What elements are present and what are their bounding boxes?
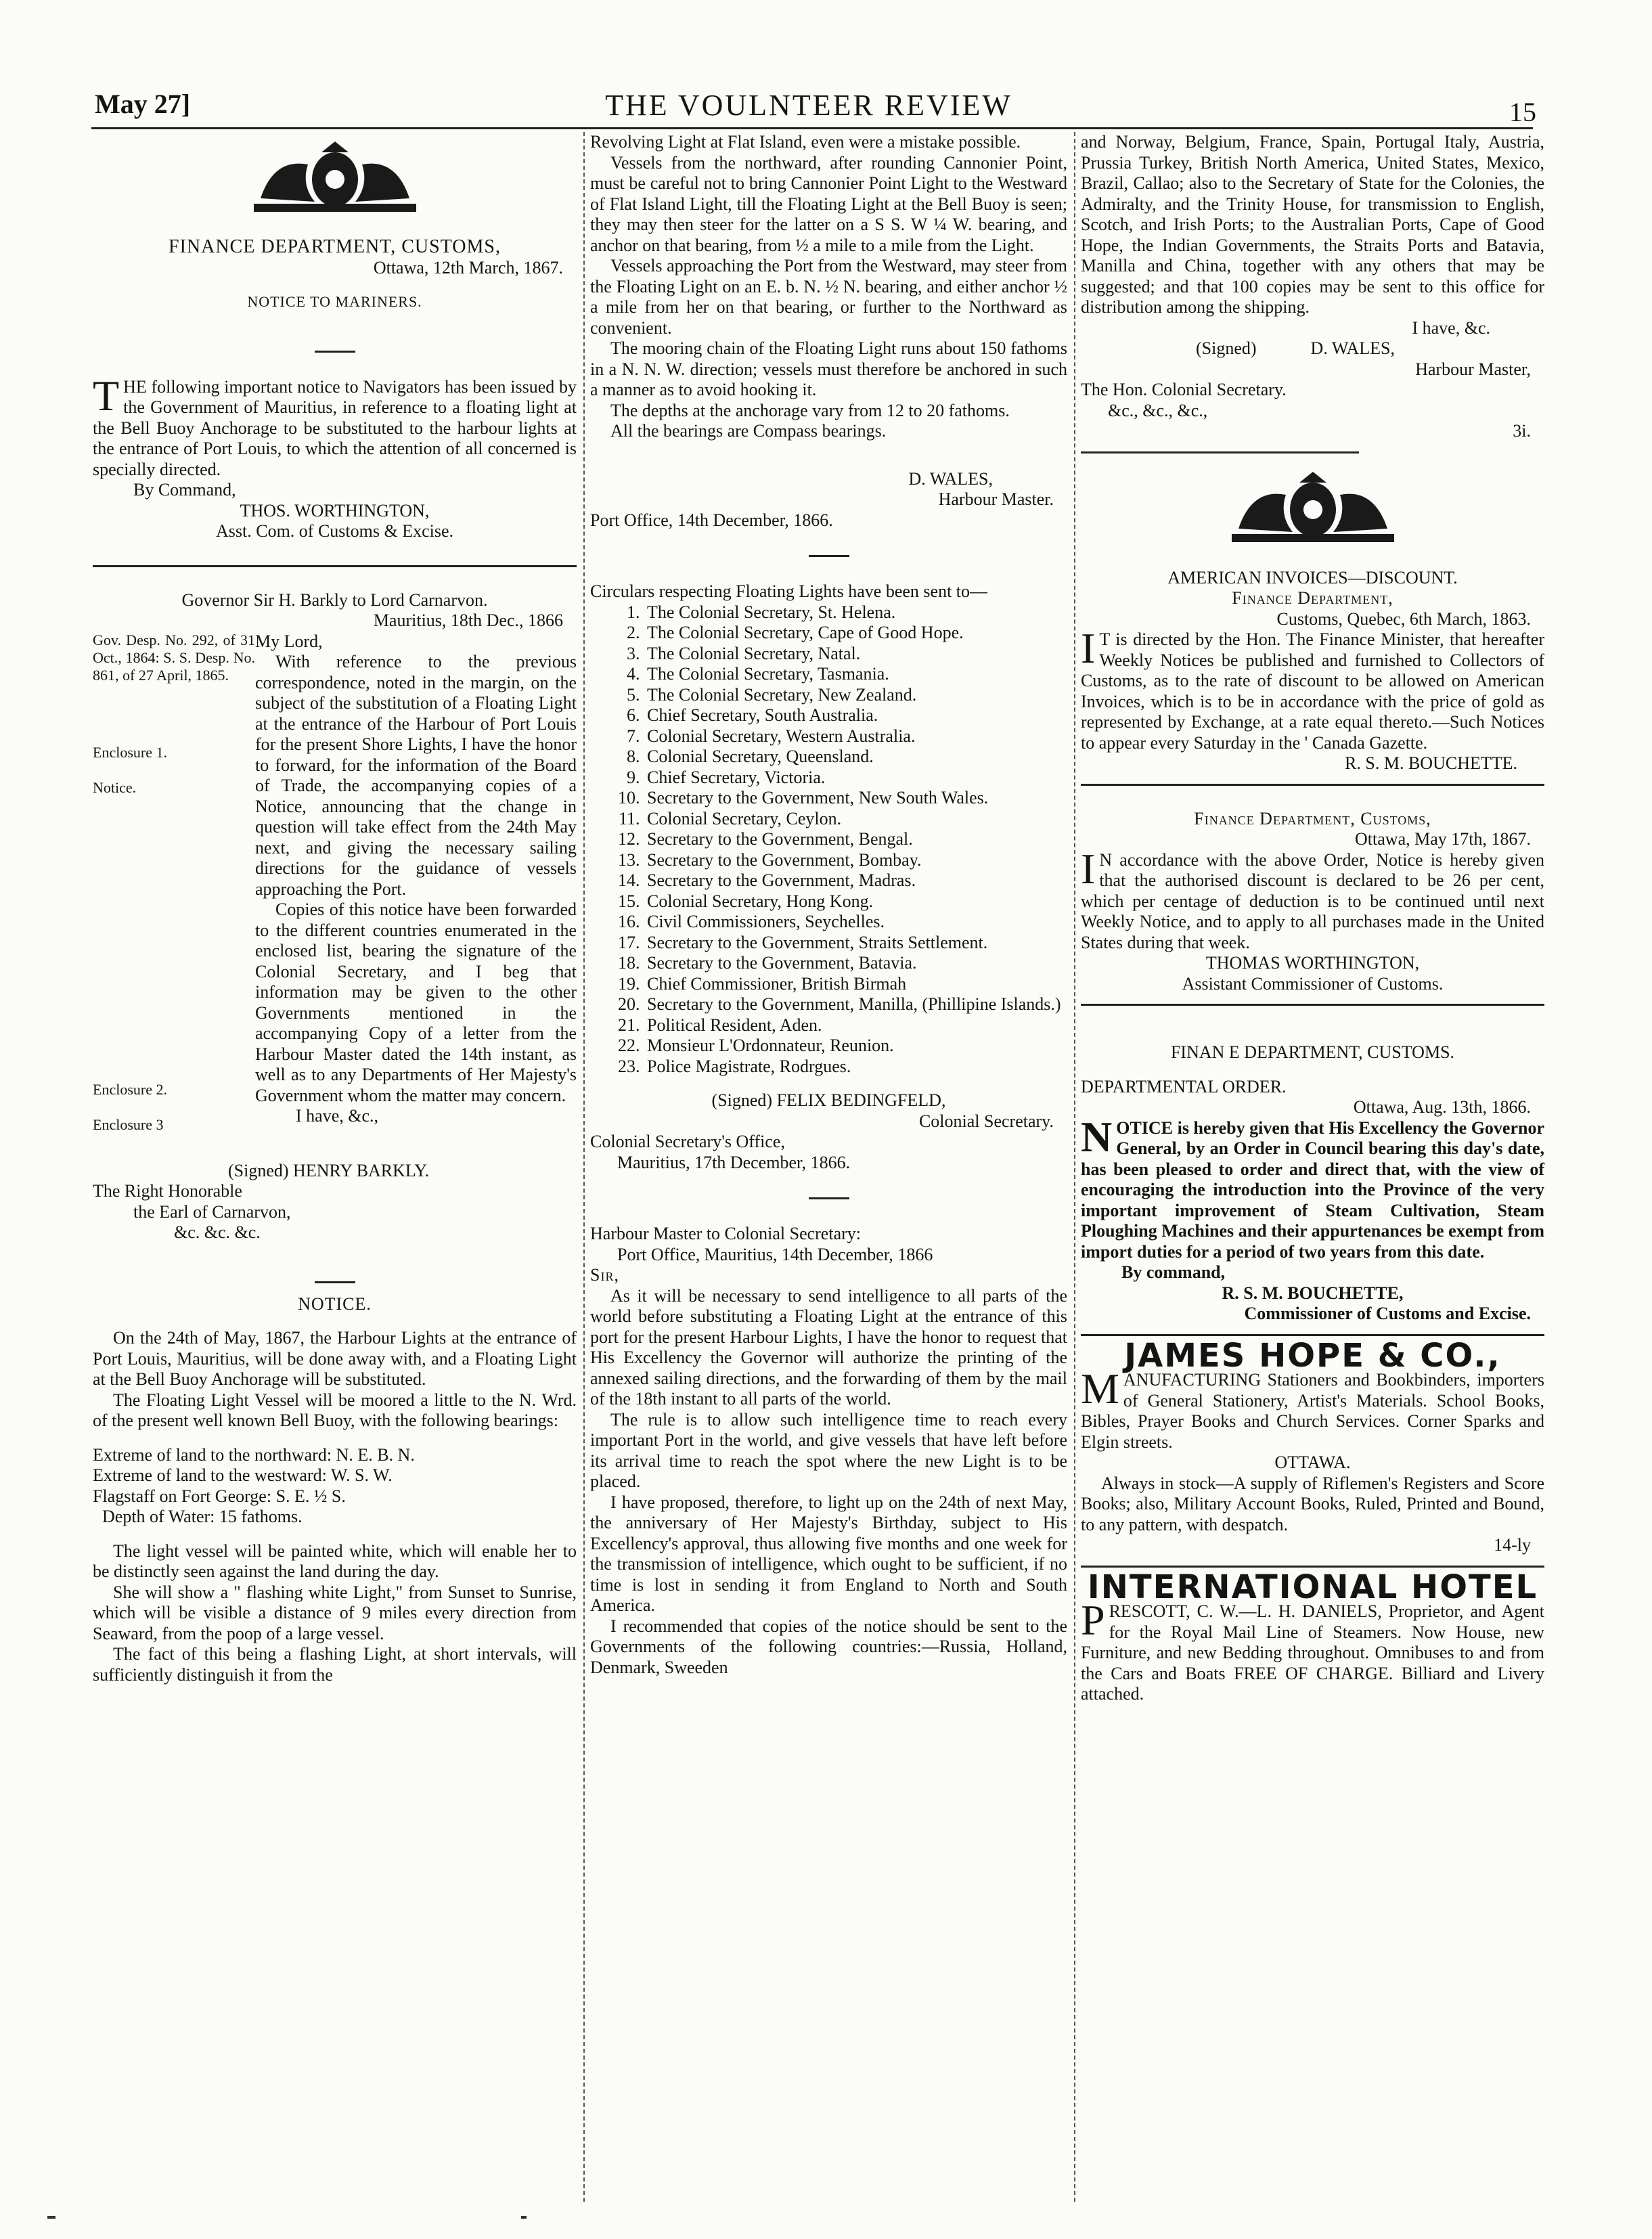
bearing-line: Flagstaff on Fort George: S. E. ½ S. [93,1486,346,1506]
section-rule [1081,1334,1544,1336]
signer-title: Asst. Com. of Customs & Excise. [215,521,453,541]
fd-signer-title: Assistant Commissioner of Customs. [1182,973,1444,994]
notice-heading: NOTICE. [298,1293,372,1314]
circular-intro: Circulars respecting Floating Lights have been sent to— [590,581,988,601]
by-command: By Command, [133,480,236,500]
letter-paragraph: Copies of this notice have been forwarded to the different countries enumerated in the enclosed list, bearing the signature of the Colonial Secretary, and I beg that information may be given to the other Governments mentioned in the accompanying Copy of a letter from the Harbour Master dated the 14th instant, as well as to any Departments of Her Majesty's Government whom the matter may concern. [255,900,577,1105]
notice-paragraph: The light vessel will be painted white, which will enable her to be distinctly seen against the land during the day. [93,1540,577,1581]
list-item: 6. Chief Secretary, South Australia. [644,705,1067,726]
margin-refs [93,631,255,1134]
signed-barkly: (Signed) HENRY BARKLY. [228,1160,430,1180]
addressee: The Right Honorable [93,1181,242,1201]
paragraph: As it will be necessary to send intelligence to all parts of the world before substituting a Floating Light at the entrance of this port for the present Harbour Lights, I have the honor to request that His Excellency the Governor will authorize the printing of the annexed sailing directions, and the forwarding of them by the mail of the 18th instant to all parts of the world. [590,1285,1067,1409]
fd-text: IN accordance with the above Order, Notice is hereby given that the authorised discount is declared to be 26 per cent, which per centage of deduction is to be continued until next Weekly Notice, and to apply to all purchases made in the United States during that week. [1081,844,1544,952]
list-item: 13. Secretary to the Government, Bombay. [644,850,1067,871]
column-3 [1081,132,1544,2202]
am-text: IT is directed by the Hon. The Finance Minister, that hereafter Weekly Notices be published and furnished to Collectors of Customs, as to the rate of discount to be allowed on American Invoices, which is to be in accordance with the price of gold as represented by Exchange, at a rate equal thereto.—Such Notices to appear every Saturday in the ' Canada Gazette. [1081,624,1544,753]
letter-block [93,631,577,1134]
divider [809,1197,849,1199]
list-item: 11. Colonial Secretary, Ceylon. [644,809,1067,830]
signer: D. WALES, [1310,338,1396,358]
hm-heading: Harbour Master to Colonial Secretary: [590,1224,861,1243]
am-date: Customs, Quebec, 6th March, 1863. [1276,608,1531,629]
section-rule [1081,451,1359,453]
addressee: The Hon. Colonial Secretary. [1081,380,1287,399]
notice-text: THE following important notice to Navigators has been issued by the Government of Mauritius, in reference to a floating light at the Bell Buoy Anchorage to be substituted to the harbour lights at the entrance of Port Louis, to which the attention of all concerned is specially directed. [93,371,577,479]
notice-paragraph: The fact of this being a flashing Light, at short intervals, will sufficiently distinguish it from the [93,1644,577,1685]
ad-ref: 14-ly [1494,1535,1531,1555]
addressee: &c. &c. &c. [174,1222,261,1242]
paragraph: The rule is to allow such intelligence time to reach every important Port in the world, and give vessels that have left before its arrival time to reach the spot where the new Light is to be placed. [590,1409,1067,1491]
signer-title: Harbour Master. [938,489,1054,509]
signed-label: (Signed) [1196,338,1257,358]
continued-text: Revolving Light at Flat Island, even were a mistake possible. [590,132,1021,152]
list-item: 15. Colonial Secretary, Hong Kong. [644,891,1067,912]
list-item: 7. Colonial Secretary, Western Australia. [644,726,1067,747]
margin-ref-text: Gov. Desp. No. 292, of 31 Oct., 1864: S. S. Desp. No. 861, of 27 April, 1865. [93,631,255,684]
finance-title: FINANCE DEPARTMENT, CUSTOMS, [169,236,501,257]
page-number: 15 [1509,97,1536,127]
gov-date: Mauritius, 18th Dec., 1866 [373,611,563,630]
section-rule [93,565,577,567]
list-item: 17. Secretary to the Government, Straits Settlement. [644,933,1067,954]
list-item: 2. The Colonial Secretary, Cape of Good Hope. [644,623,1067,644]
notice-paragraph: She will show a " flashing white Light," from Sunset to Sunrise, which will be visible a distance of 9 miles every direction from Seaward, from the poop of a large vessel. [93,1582,577,1643]
addressee: &c., &c., &c., [1108,400,1208,420]
paragraph: I recommended that copies of the notice should be sent to the Governments of the following countries:—Russia, Holland, Denmark, Sweeden [590,1616,1067,1677]
fd2-signer-title: Commissioner of Customs and Excise. [1244,1304,1531,1323]
notice-paragraph: The Floating Light Vessel will be moored a little to the N. Wrd. of the present well known Bell Buoy, with the following bearings: [93,1390,577,1430]
paragraph: Vessels approaching the Port from the Westward, may steer from the Floating Light on an E. b. N. ½ N. bearing, and either anchor ½ a mile from her on that bearing, or further to the Northward as convenient. [590,256,1067,338]
fd2-by: By command, [1121,1262,1226,1282]
page-mark [521,2216,527,2219]
column-divider [583,132,585,2202]
signer-title: Harbour Master, [1415,359,1531,379]
gov-heading: Governor Sir H. Barkly to Lord Carnarvon. [181,590,488,610]
header-rule [91,127,1533,129]
circular-list [590,602,1067,1078]
margin-enclosure-3: Enclosure 3 [93,1115,164,1133]
section-rule [1081,1004,1544,1006]
salutation: Sir, [590,1265,619,1285]
newspaper-title: THE VOULNTEER REVIEW [605,89,1012,122]
list-item: 16. Civil Commissioners, Seychelles. [644,912,1067,933]
paragraph: All the bearings are Compass bearings. [610,421,887,441]
salutation: My Lord, [255,631,323,651]
signed-bedingfeld: (Signed) FELIX BEDINGFELD, [711,1090,946,1110]
notice-mariners: NOTICE TO MARINERS. [247,293,422,310]
am-dept: Finance Department, [1232,588,1393,608]
office: Colonial Secretary's Office, [590,1132,785,1151]
letter-paragraph: With reference to the previous correspondence, noted in the margin, on the subject of the substitution of a Floating Light at the entrance of the Harbour of Port Louis for the present Shore Lights, I have the honor to forward, for the information of the Board of Trade, the accompanying copies of a Notice, announcing that the change in question will take effect from the 24th May next, and giving the necessary sailing directions for the guidance of vessels approaching the Port. [255,652,577,899]
list-item: 5. The Colonial Secretary, New Zealand. [644,685,1067,706]
list-item: 18. Secretary to the Government, Batavia. [644,953,1067,974]
divider [315,351,355,353]
column-1 [93,132,577,2202]
list-item: 19. Chief Commissioner, British Birmah [644,974,1067,995]
signer-title: Colonial Secretary. [918,1111,1054,1131]
fd2-date: Ottawa, Aug. 13th, 1866. [1353,1097,1531,1117]
am-signer: R. S. M. BOUCHETTE. [1345,753,1517,773]
ad-james-hope-text2: Always in stock—A supply of Riflemen's Registers and Score Books; also, Military Account Books, Ruled, Printed and Bound, to any pattern, with despatch. [1081,1473,1544,1534]
fd-title: Finance Department, Customs, [1194,808,1431,828]
office-place: Mauritius, 17th December, 1866. [617,1152,851,1172]
signer-line [1081,338,1544,359]
list-item: 23. Police Magistrate, Rodrgues. [644,1057,1067,1078]
list-item: 1. The Colonial Secretary, St. Helena. [644,602,1067,623]
bearing-line: Depth of Water: 15 fathoms. [102,1507,303,1526]
paragraph: I have proposed, therefore, to light up on the 24th of next May, the anniversary of Her Majesty's Birthday, subject to His Excellency's approval, thus allowing five months and one week for the transmission of intelligence, which ought to be sufficient, if no time is lost in sending it from England to North and South America. [590,1492,1067,1615]
paragraph: The mooring chain of the Floating Light runs about 150 fathoms in a N. N. W. direction; vessels must therefore be anchored in such a manner as to avoid hooking it. [590,338,1067,399]
am-title: AMERICAN INVOICES—DISCOUNT. [1167,567,1458,588]
ad-hotel-title: INTERNATIONAL HOTEL [1087,1568,1538,1606]
list-item: 20. Secretary to the Government, Manilla, (Phillipine Islands.) [644,994,1067,1015]
ad-city: OTTAWA. [1274,1453,1351,1472]
reference: 3i. [1513,421,1531,441]
ad-hotel-text: PRESCOTT, C. W.—L. H. DANIELS, Proprietor, and Agent for the Royal Mail Line of Steamers. Now House, new Furniture, and new Bedding throughout. Omnibuses to and from the Cars and Boats FREE OF CHARGE. Billiard and Livery attached. [1081,1596,1544,1704]
fd2-signer: R. S. M. BOUCHETTE, [1222,1283,1404,1303]
column-2 [590,132,1067,2202]
continued-text: and Norway, Belgium, France, Spain, Portugal Italy, Austria, Prussia Turkey, British North America, United States, Mexico, Brazil, Callao; also to the Secretary of State for the Colonies, the Admiralty, and the Trinity House, for transmission to English, Scotch, and Irish Ports; to the Australian Ports, Cape of Good Hope, the Indian Governments, the Straits Ports and Batavia, Manilla and China, together with any others that may be suggested; and that 100 copies may be sent to this office for distribution among the shipping. [1081,132,1544,317]
list-item: 9. Chief Secretary, Victoria. [644,768,1067,789]
list-item: 4. The Colonial Secretary, Tasmania. [644,664,1067,685]
bearing-line: Extreme of land to the westward: W. S. W. [93,1465,393,1485]
royal-arms-icon [1081,463,1544,554]
signer: THOS. WORTHINGTON, [240,500,430,520]
list-item: 10. Secretary to the Government, New South Wales. [644,788,1067,809]
hm-date: Port Office, Mauritius, 14th December, 1866 [617,1244,933,1264]
closing: I have, &c., [296,1106,379,1126]
list-item: 22. Monsieur L'Ordonnateur, Reunion. [644,1036,1067,1057]
column-divider [1074,132,1075,2202]
signer: D. WALES, [908,468,993,489]
list-item: 14. Secretary to the Government, Madras. [644,870,1067,891]
ad-james-hope-title: JAMES HOPE & CO., [1124,1336,1501,1375]
list-item: 3. The Colonial Secretary, Natal. [644,644,1067,665]
fd2-order: DEPARTMENTAL ORDER. [1081,1076,1287,1096]
margin-enclosure-1: Enclosure 1. [93,743,167,761]
divider [315,1281,355,1283]
addressee: the Earl of Carnarvon, [133,1201,291,1222]
margin-enclosure-2: Enclosure 2. [93,1080,167,1098]
finance-date: Ottawa, 12th March, 1867. [373,257,563,278]
section-rule [1081,1566,1544,1568]
signer-place: Port Office, 14th December, 1866. [590,510,833,530]
list-item: 21. Political Resident, Aden. [644,1015,1067,1036]
paragraph: Vessels from the northward, after rounding Cannonier Point, must be careful not to bring Cannonier Point Light to the Westward of Flat Island Light, till the Floating Light at the Bell Buoy is seen; they may then steer for the latter on a S S. W ¼ W. bearing, and anchor on that bearing, from ½ a mile to a mile from the Light. [590,152,1067,255]
closing: I have, &c. [1412,317,1490,338]
paragraph: The depths at the anchorage vary from 12 to 20 fathoms. [610,400,1010,420]
fd2-text: NOTICE is hereby given that His Excellency the Governor General, by an Order in Council bearing this day's date, has been pleased to order and direct that, with the view of encouraging the introduction into the Province of the very important improvement of Steam Cultivation, Steam Ploughing Machines and their appurtenances be exempt from import duties for a period of two years from this date. [1081,1112,1544,1262]
fd2-title: FINAN E DEPARTMENT, CUSTOMS. [1170,1042,1455,1062]
page-mark [47,2216,55,2219]
margin-notice: Notice. [93,778,137,796]
notice-paragraph: On the 24th of May, 1867, the Harbour Lights at the entrance of Port Louis, Mauritius, will be done away with, and a Floating Light at the Bell Buoy Anchorage will be substituted. [93,1328,577,1389]
issue-date: May 27] [95,89,191,119]
section-rule [1081,784,1544,786]
bearing-line: Extreme of land to the northward: N. E. B. N. [93,1444,415,1465]
royal-arms-icon [93,132,577,223]
ad-james-hope-text: MANUFACTURING Stationers and Bookbinders, importers of General Stationery, Artist's Materials. School Books, Bibles, Prayer Books and Church Services. Corner Sparks and Elgin streets. [1081,1365,1544,1452]
fd-signer: THOMAS WORTHINGTON, [1205,953,1420,973]
list-item: 12. Secretary to the Government, Bengal. [644,829,1067,850]
fd-date: Ottawa, May 17th, 1867. [1355,829,1531,849]
divider [809,555,849,557]
list-item: 8. Colonial Secretary, Queensland. [644,747,1067,768]
